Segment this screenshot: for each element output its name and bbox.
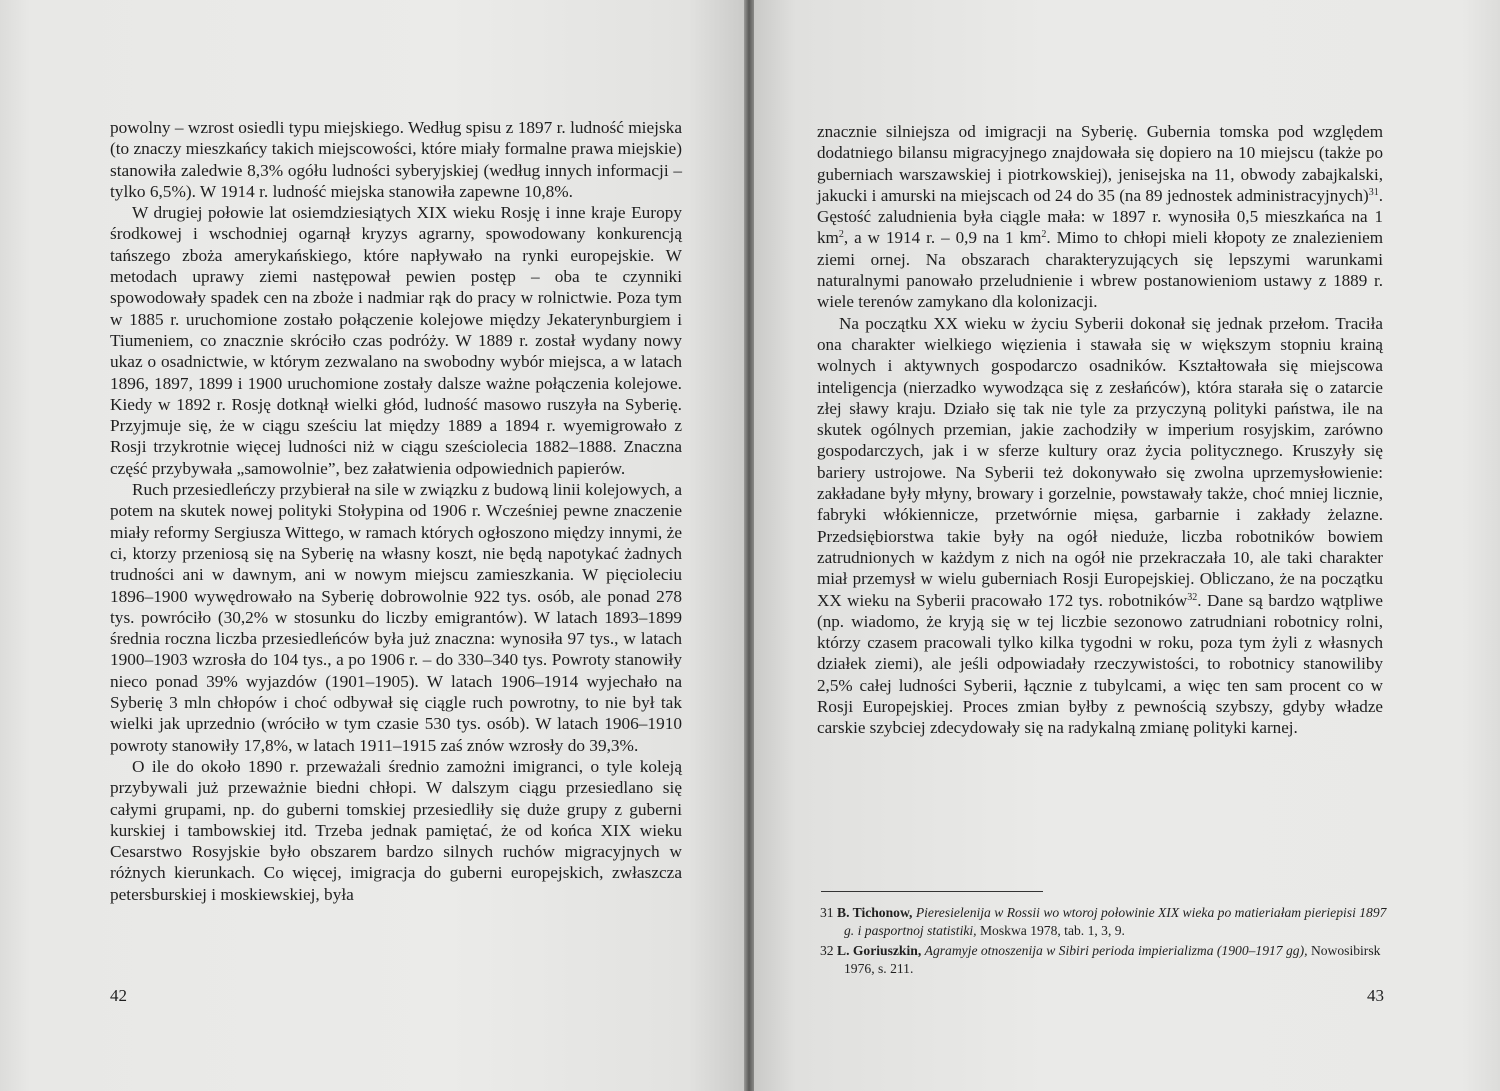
footnotes	[820, 904, 1390, 980]
right-p1-text-d: . Mimo to chłopi mieli kłopoty ze znalezieniem ziemi ornej. Na obszarach charakteryzujących się lepszymi warunkami naturalnymi panowało przeludnienie i wbrew postanowieniom ustawy z 1889 r. wiele terenów zamykano dla kolonizacji.	[817, 228, 1383, 312]
left-page-body	[110, 117, 682, 905]
footnote-title: Agramyje otnoszenija w Sibiri perioda impierializma (1900–1917 gg),	[924, 943, 1308, 958]
right-p1-text-a: znacznie silniejsza od imigracji na Syberię. Gubernia tomska pod względem dodatniego bilansu migracyjnego znajdowała się dopiero na 10 miejscu (także po guberniach warszawskiej i piotrkowskiej), jenisejska na 11, obwody zabajkalski, jakucki i amurski na miejscach od 24 do 35 (na 89 jednostek administracyjnych)	[817, 122, 1383, 205]
footnote-author: L. Goriuszkin,	[837, 943, 922, 958]
left-paragraph-1: powolny – wzrost osiedli typu miejskiego. Według spisu z 1897 r. ludność miejska (to znaczy mieszkańcy takich miejscowości, które miały formalne prawa miejskie) stanowiła zaledwie 8,3% ogółu ludności syberyjskiej (według innych informacji – tylko 6,5%). W 1914 r. ludność miejska stanowiła zapewne 10,8%.	[110, 118, 682, 201]
footnote-rest: Moskwa 1978, tab. 1, 3, 9.	[979, 922, 1125, 938]
right-paragraph-2	[817, 313, 1383, 739]
footnote-32	[820, 942, 1390, 977]
right-paragraph-1	[817, 121, 1383, 313]
superscript-2: 2	[1041, 229, 1047, 241]
left-paragraph-3: Ruch przesiedleńczy przybierał na sile w związku z budową linii kolejowych, a potem na skutek nowej polityki Stołypina od 1906 r. Wcześniej pewne znaczenie miały reformy Sergiusza Wittego, w ramach których ogłoszono między innymi, że ci, ktorzy przeniosą się na Syberię na własny koszt, nie będą napotykać żadnych trudności ani w dawnym, ani w nowym miejscu zamieszkania. W pięcioleciu 1896–1900 wywędrowało na Syberię dobrowolnie 922 tys. osób, ale ponad 278 tys. powróciło (30,2% w stosunku do liczby emigrantów). W latach 1893–1899 średnia roczna liczba przesiedleńców była już znaczna: wynosiła 97 tys., w latach 1900–1903 wzrosła do 104 tys., a po 1906 r. – do 330–340 tys. Powroty stanowiły nieco ponad 39% wyjazdów (1901–1905). W latach 1906–1914 wyjechało na Syberię 3 mln chłopów i choć odbywał się ciągle ruch powrotny, to nie był tak wielki jak uprzednio (wróciło w tym czasie 530 tys. osób). W latach 1906–1910 powroty stanowiły 17,8%, w latach 1911–1915 zaś znów wzrosły do 39,3%.	[110, 480, 682, 755]
superscript-2: 2	[838, 229, 844, 241]
right-p1-text-b: . Gęstość zaludnienia była ciągle mała: w 1897 r. wynosiła 0,5 mieszkańca na 1 km	[817, 185, 1383, 248]
footnote-number: 32	[820, 943, 834, 958]
footnote-author: B. Tichonow,	[837, 905, 913, 920]
book-gutter	[744, 0, 754, 1091]
left-page-number: 42	[110, 986, 127, 1005]
left-paragraph-4: O ile do około 1890 r. przeważali średnio zamożni imigranci, o tyle koleją przybywali już przeważnie biedni chłopi. W dalszym ciągu przesiedlano się całymi grupami, np. do guberni tomskiej przesiedliły się duże grupy z guberni kurskiej i tambowskiej itd. Trzeba jednak pamiętać, że od końca XIX wieku Cesarstwo Rosyjskie było obszarem bardzo silnych ruchów migracyjnych w różnych kierunkach. Co więcej, imigracja do guberni europejskich, zwłaszcza petersburskiej i moskiewskiej, była	[110, 756, 682, 904]
footnote-number: 31	[820, 905, 834, 920]
right-p2-text-a: Na początku XX wieku w życiu Syberii dokonał się jednak przełom. Traciła ona charakter wielkiego więzienia i stawała się w większym stopniu krainą wolnych i aktywnych gospodarczo osadników. Kształtowała się miejscowa inteligencja (nierzadko wywodząca się z zesłańców), która starała się o zatarcie złej sławy kraju. Działo się tak nie tyle za przyczyną polityki państwa, ile na skutek ogólnych przemian, jakie zachodziły w imperium rosyjskim, zarówno gospodarczych, jak i w sferze kultury oraz życia politycznego. Kruszyły się bariery ustrojowe. Na Syberii też dokonywało się zwolna uprzemysłowienie: zakładane były młyny, browary i gorzelnie, powstawały także, choć mniej licznie, fabryki włókiennicze, przetwórnie mięsa, garbarnie i zakłady żelazne. Przedsiębiorstwa takie były na ogół nieduże, liczba robotników bowiem zatrudnionych w każdym z nich na ogół nie przekraczała 10, ale taki charakter miał przemysł w wielu guberniach Rosji Europejskiej. Obliczano, że na początku XX wieku na Syberii pracowało 172 tys. robotników	[817, 313, 1383, 610]
footnote-title: Pieresielenija w Rossii wo wtoroj połowinie XIX wieka po matieriałam pieriepisi 1897 g. i pasportnoj statistiki,	[844, 905, 1387, 938]
footnote-divider	[821, 891, 1043, 892]
footnote-ref-31: 31	[1368, 186, 1379, 198]
right-p1-text-c: , a w 1914 r. – 0,9 na 1 km	[843, 228, 1042, 248]
right-page-number: 43	[1367, 986, 1384, 1005]
footnote-ref-32: 32	[1187, 591, 1198, 603]
right-p2-text-b: . Dane są bardzo wątpliwe (np. wiadomo, że kryją się w tej liczbie sezonowo zatrudniani robotnicy rolni, którzy czasem pracowali tylko kilka tygodni w roku, poza tym żyli z własnych działek ziemi), ale jeśli odpowiadały rzeczywistości, to robotnicy stanowiliby 2,5% całej ludności Syberii, łącznie z tubylcami, a więc ten sam procent co w Rosji Europejskiej. Proces zmian byłby z pewnością szybszy, gdyby władze carskie szybciej zdecydowały się na radykalną zmianę polityki karnej.	[817, 590, 1383, 738]
left-paragraph-2: W drugiej połowie lat osiemdziesiątych XIX wieku Rosję i inne kraje Europy środkowej i wschodniej ogarnął kryzys agrarny, spowodowany konkurencją tańszego zboża amerykańskiego, które napływało na rynki europejskie. W metodach uprawy ziemi następował pewien postęp – oba te czynniki spowodowały spadek cen na zboże i nadmiar rąk do pracy w rolnictwie. Poza tym w 1885 r. uruchomione zostało połączenie kolejowe między Jekaterynburgiem i Tiumeniem, co znacznie skróciło czas podróży. W 1889 r. został wydany nowy ukaz o osadnictwie, w którym zezwalano na swobodny wybór miejsca, a w latach 1896, 1897, 1899 i 1900 uruchomione zostały dalsze ważne połączenia kolejowe. Kiedy w 1892 r. Rosję dotknął wielki głód, ludność masowo ruszyła na Syberię. Przyjmuje się, że w ciągu sześciu lat między 1889 a 1894 r. wyemigrowało z Rosji trzykrotnie więcej ludności niż w ciągu sześciolecia 1882–1888. Znaczna część przybywała „samowolnie”, bez załatwienia odpowiednich papierów.	[110, 203, 682, 478]
footnote-31	[820, 904, 1390, 939]
footnote-rest: Nowosibirsk 1976, s. 211.	[844, 943, 1381, 976]
right-page-body	[817, 121, 1383, 739]
